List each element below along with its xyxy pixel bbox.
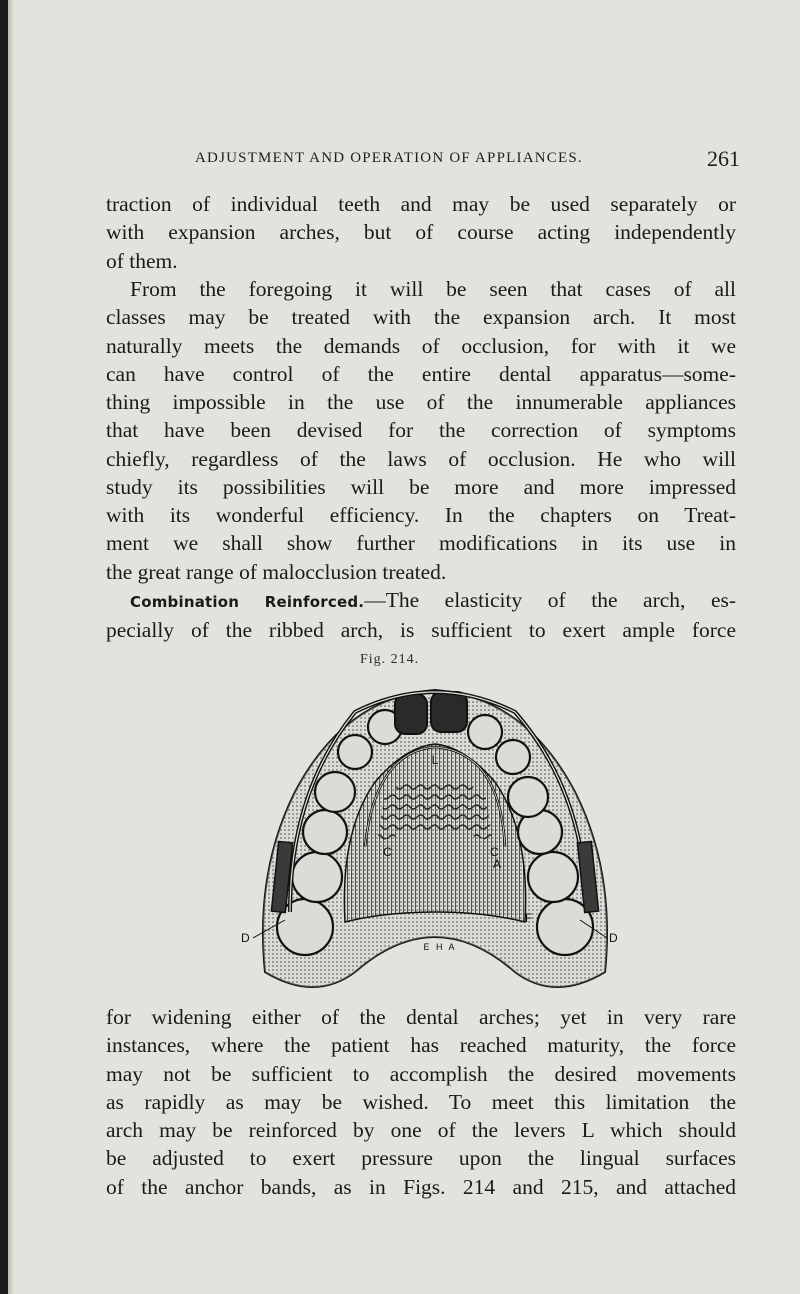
page-number: 261 xyxy=(707,146,740,171)
running-header xyxy=(195,146,740,170)
label-F: F xyxy=(525,911,533,925)
text-line: of the anchor bands, as in Figs. 214 and 215, and attached xyxy=(106,1174,736,1199)
text-line: instances, where the patient has reached maturity, the force xyxy=(106,1033,736,1058)
text-line: study its possibilities will be more and more impressed xyxy=(106,474,736,499)
text-line: with expansion arches, but of course acting independently xyxy=(106,220,736,245)
label-A: A xyxy=(493,857,502,871)
text-line: thing impossible in the use of the innumerable appliances xyxy=(106,390,736,414)
section-heading: Combination Reinforced. xyxy=(130,593,365,611)
text-line: as rapidly as may be wished. To meet this limitation the xyxy=(106,1089,736,1114)
text-line xyxy=(106,586,736,616)
paragraph-3 xyxy=(106,586,736,645)
dental-arch-figure xyxy=(235,672,635,1004)
text-line: arch may be reinforced by one of the levers L which should xyxy=(106,1118,736,1142)
text-line: that have been devised for the correction of symptoms xyxy=(106,418,736,443)
running-header-title: ADJUSTMENT AND OPERATION OF APPLIANCES. xyxy=(195,150,583,166)
text-line: classes may be treated with the expansion arch. It most xyxy=(106,305,736,330)
label-L: L xyxy=(431,753,439,767)
label-C-right: C xyxy=(490,845,499,859)
text-line: may not be sufficient to accomplish the desired movements xyxy=(106,1061,736,1086)
text-line: traction of individual teeth and may be used separately or xyxy=(106,192,736,216)
text-line: naturally meets the demands of occlusion, for with it we xyxy=(106,333,736,358)
text-fragment: —The elasticity of the arch, es- xyxy=(364,588,737,612)
text-line: ment we shall show further modifications in its use in xyxy=(106,531,736,556)
text-line: chiefly, regardless of the laws of occlusion. He who will xyxy=(106,446,736,471)
paragraph-1 xyxy=(106,190,736,275)
label-D-right: D xyxy=(609,931,618,945)
label-D-left: D xyxy=(241,931,250,945)
text-line: From the foregoing it will be seen that cases of all xyxy=(130,277,736,301)
paragraph-4 xyxy=(106,1003,736,1201)
text-line: of them. xyxy=(106,248,178,273)
text-line: with its wonderful efficiency. In the chapters on Treat- xyxy=(106,503,736,527)
figure-caption: Fig. 214. xyxy=(360,652,420,667)
paragraph-2 xyxy=(106,275,736,586)
text-line: for widening either of the dental arches; yet in very rare xyxy=(106,1005,736,1029)
label-C-left: C xyxy=(383,845,392,859)
text-line: pecially of the ribbed arch, is sufficient to exert ample force xyxy=(106,618,736,643)
text-line: the great range of malocclusion treated. xyxy=(106,559,447,584)
text-line: can have control of the entire dental apparatus—some- xyxy=(106,361,736,386)
text-line: be adjusted to exert pressure upon the lingual surfaces xyxy=(106,1146,736,1171)
page-edge-shadow xyxy=(8,0,14,1294)
engraver-signature: E H A xyxy=(423,942,457,952)
